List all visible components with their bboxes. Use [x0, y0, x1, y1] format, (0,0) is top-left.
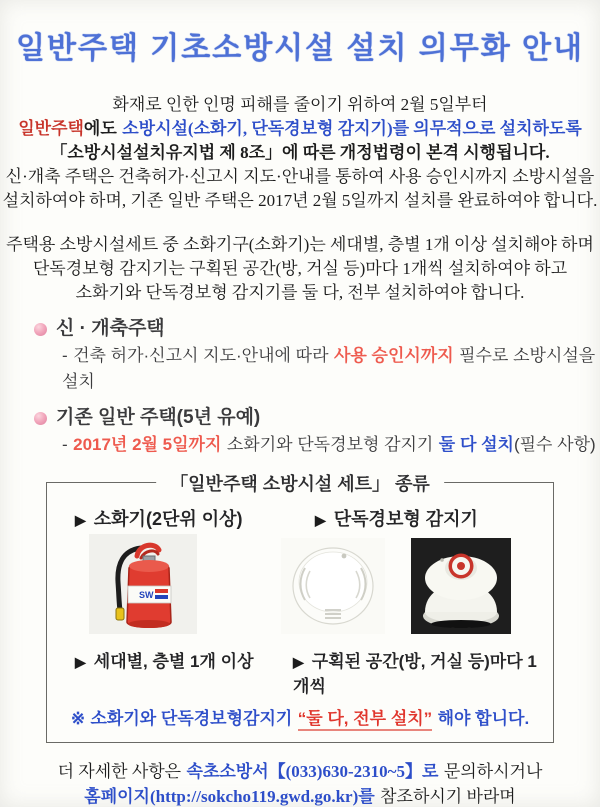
equipment-captions-row	[47, 647, 553, 697]
intro-line-5: 설치하여야 하며, 기존 일반 주택은 2017년 2월 5일까지 설치를 완료하여야 합니다.	[2, 191, 598, 210]
box-note-pre: 소화기와 단독경보형감지기	[90, 709, 293, 728]
section-existing-houses-heading	[34, 406, 600, 430]
box-note	[47, 706, 553, 732]
smoke-detector-image-white	[281, 538, 385, 639]
box-note-quote: “둘 다, 전부 설치”	[298, 709, 432, 731]
intro-line-4: 신·개축 주택은 건축허가·신고시 지도·안내를 통하여 사용 승인시까지 소방시설을	[5, 167, 595, 186]
section-existing-houses	[0, 406, 600, 458]
detector-label	[307, 505, 478, 531]
intro-line-2-blue: 소방시설(소화기, 단독경보형 감지기)를 의무적으로 설치하도록	[122, 119, 582, 138]
extinguisher-caption-text: 세대별, 층별 1개 이상	[93, 652, 254, 671]
intro-line-1	[0, 93, 600, 117]
footer-line-1-post: 문의하시거나	[443, 762, 543, 781]
section-existing-houses-detail	[34, 432, 600, 458]
section-new-houses-detail	[34, 343, 600, 395]
rules-line-2: 단독경보형 감지기는 구획된 공간(방, 거실 등)마다 1개씩 설치하여야 하고	[32, 259, 568, 278]
intro-line-2-black: 에도	[83, 119, 117, 138]
section-existing-houses-title: 기존 일반 주택(5년 유예)	[56, 407, 261, 428]
existing-houses-detail-post: (필수 사항)	[513, 435, 596, 454]
existing-houses-deadline: 2017년 2월 5일까지	[73, 435, 222, 454]
homepage-url: 홈페이지(http://sokcho119.gwd.go.kr)를	[84, 786, 375, 806]
detector-label-text: 단독경보형 감지기	[333, 509, 478, 529]
detector-caption-text: 구획된 공간(방, 거실 등)마다 1개씩	[293, 652, 537, 696]
intro-line-2-red: 일반주택	[18, 119, 84, 138]
page-title: 일반주택 기초소방시설 설치 의무화 안내	[16, 32, 584, 65]
dash-marker: -	[62, 346, 68, 365]
footer-paragraph	[0, 760, 600, 807]
footer-line-1	[0, 760, 600, 785]
contact-phone: 속초소방서【(033)630-2310~5】로	[186, 762, 439, 781]
triangle-bullet-icon: ▶	[293, 654, 304, 670]
extinguisher-label	[47, 505, 307, 531]
section-new-houses-heading	[34, 317, 600, 341]
intro-line-3: 「소방시설설치유지법 제 8조」에 따른 개정법령이 본격 시행됩니다.	[50, 143, 550, 162]
section-new-houses	[0, 317, 600, 395]
rules-line-3: 소화기와 단독경보형 감지기를 둘 다, 전부 설치하여야 합니다.	[75, 283, 525, 302]
existing-houses-detail-blue: 둘 다 설치	[438, 435, 514, 454]
new-houses-detail-pre: 건축 허가·신고시 지도·안내에 따라	[73, 346, 329, 365]
pink-ball-bullet-icon	[34, 412, 47, 425]
intro-line-1-text: 화재로 인한 인명 피해를 줄이기 위하여 2월 5일부터	[112, 95, 488, 114]
section-new-houses-title: 신 · 개축주택	[56, 318, 165, 339]
extinguisher-brand-text: SW	[139, 590, 154, 600]
pink-ball-bullet-icon	[34, 323, 47, 336]
extinguisher-caption	[47, 647, 293, 697]
triangle-bullet-icon: ▶	[75, 654, 86, 670]
rules-paragraph	[0, 233, 600, 305]
equipment-labels-row	[47, 505, 553, 531]
existing-houses-detail-mid: 소화기와 단독경보형 감지기	[226, 435, 434, 454]
footer-line-2	[0, 785, 600, 807]
triangle-bullet-icon: ▶	[75, 512, 86, 528]
intro-paragraph	[0, 93, 600, 213]
new-houses-detail-post: 필수로 소방시설을 설치	[62, 346, 596, 391]
equipment-set-box-title: 「일반주택 소방시설 세트」 종류	[156, 470, 444, 496]
rules-line-1: 주택용 소방시설세트 중 소화기구(소화기)는 세대별, 층별 1개 이상 설치해야 하며	[6, 235, 594, 254]
intro-line-2	[0, 117, 600, 141]
footer-line-2-post: 참조하시기 바라며	[380, 786, 516, 806]
reference-mark-icon: ※	[70, 709, 86, 728]
smoke-detector-image-black-bg	[411, 538, 511, 639]
fire-extinguisher-image	[89, 534, 197, 639]
detector-caption	[293, 647, 553, 697]
triangle-bullet-icon: ▶	[315, 512, 326, 528]
box-note-post: 해야 합니다.	[437, 709, 530, 728]
extinguisher-label-text: 소화기(2단위 이상)	[93, 509, 243, 529]
new-houses-detail-highlight: 사용 승인시까지	[333, 346, 454, 365]
equipment-images-row	[47, 537, 553, 639]
dash-marker: -	[62, 435, 68, 454]
equipment-set-box	[46, 474, 554, 743]
footer-line-1-pre: 더 자세한 사항은	[57, 762, 182, 781]
